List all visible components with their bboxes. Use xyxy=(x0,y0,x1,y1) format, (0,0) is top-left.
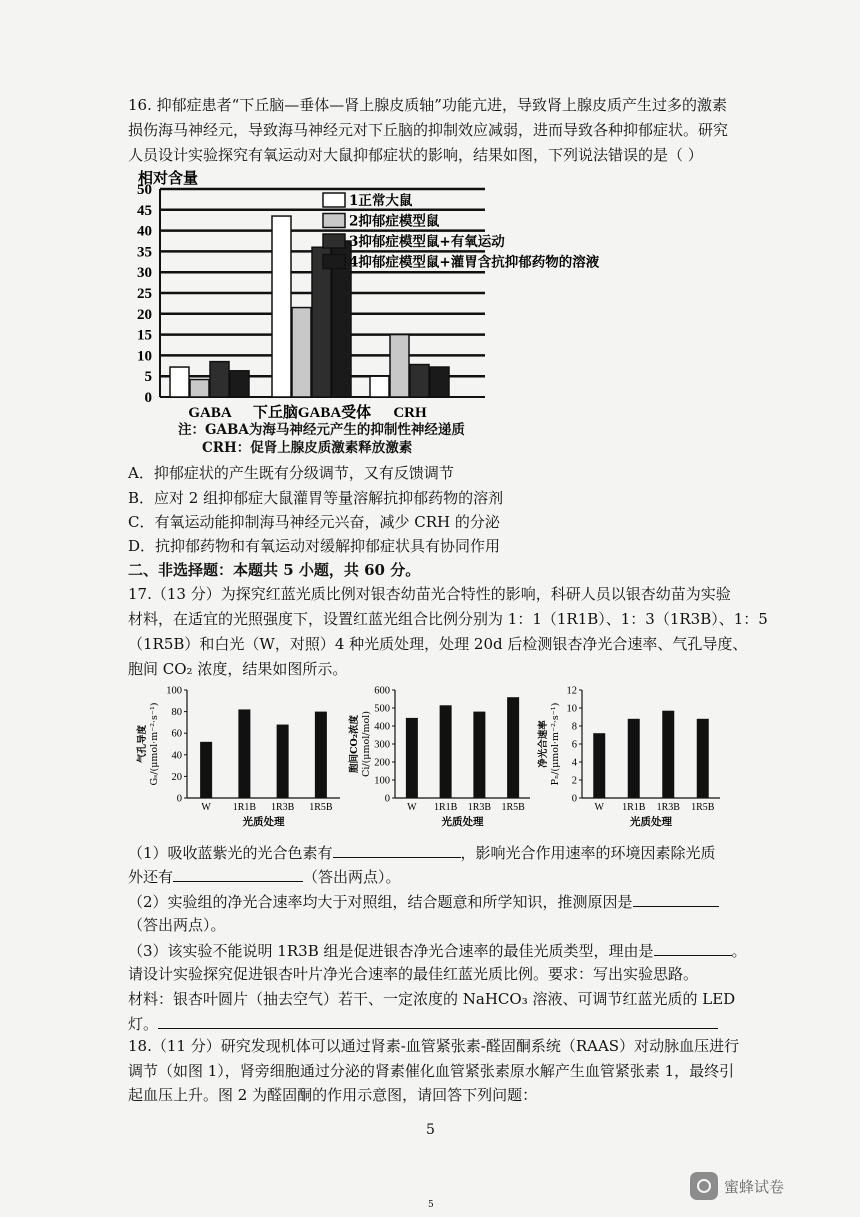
legend-label: 1正常大鼠 xyxy=(349,193,413,209)
y-tick-label: 25 xyxy=(137,286,152,302)
bar-3-3 xyxy=(410,365,429,397)
bar-3-4 xyxy=(430,367,449,397)
y-tick-label: 10 xyxy=(137,348,152,365)
x-tick-label: 1R5B xyxy=(309,802,333,813)
y-tick-label: 100 xyxy=(374,775,390,787)
y-tick-label: 2 xyxy=(571,775,577,787)
q17-sub2-line1: （2）实验组的净光合速率均大于对照组，结合题意和所学知识，推测原因是 xyxy=(128,890,719,913)
x-tick-label: 1R1B xyxy=(232,802,257,813)
y-tick-label: 30 xyxy=(137,265,152,282)
bar-1R5B xyxy=(697,719,709,798)
y-axis-label: Pₙ/(μmol·m⁻²·s⁻¹) xyxy=(550,702,561,786)
x-tick-label: CRH xyxy=(393,405,427,421)
x-tick-label: 1R1B xyxy=(622,802,646,813)
legend-swatch xyxy=(323,193,345,207)
q18-line-3: 起血压上升。图 2 为醛固酮的作用示意图，请回答下列问题： xyxy=(128,1086,538,1104)
option-c: C．有氧运动能抑制海马神经元兴奋，减少 CRH 的分泌 xyxy=(128,513,500,531)
chart-note-crh: CRH：促肾上腺皮质激素释放激素 xyxy=(202,440,413,456)
q16-line-2: 损伤海马神经元，导致海马神经元对下丘脑的抑制效应减弱，进而导致各种抑郁症状。研究 xyxy=(128,121,729,139)
y-tick-label: 400 xyxy=(374,721,390,733)
y-tick-label: 40 xyxy=(171,750,182,762)
y-tick-label: 100 xyxy=(166,685,182,697)
y-tick-label: 12 xyxy=(566,685,577,697)
y-axis-label-top: 气孔导度 xyxy=(137,724,148,764)
x-tick-label: 1R5B xyxy=(501,802,525,813)
q16-line-3: 人员设计实验探究有氧运动对大鼠抑郁症状的影响，结果如图，下列说法错误的是（ ） xyxy=(128,146,703,164)
x-axis-label: 光质处理 xyxy=(242,816,285,828)
bar-W xyxy=(200,742,212,798)
bar-1-2 xyxy=(190,380,209,397)
watermark xyxy=(690,1172,784,1200)
q17-sub3-line3: 材料：银杏叶圆片（抽去空气）若干、一定浓度的 NaHCO₃ 溶液、可调节红蓝光质的 LED xyxy=(128,990,736,1008)
option-a: A．抑郁症状的产生既有分级调节，又有反馈调节 xyxy=(128,464,454,482)
y-axis-label: Ci/(μmol/mol) xyxy=(361,711,372,777)
y-tick-label: 0 xyxy=(571,793,577,805)
bar-1R1B xyxy=(238,709,250,798)
page-number-small: 5 xyxy=(428,1200,434,1210)
bar-1R3B xyxy=(277,725,289,798)
bar-1-4 xyxy=(230,371,249,397)
watermark-logo-icon xyxy=(690,1172,718,1200)
y-tick-label: 15 xyxy=(137,327,152,344)
bar-1R5B xyxy=(315,712,327,798)
y-tick-label: 40 xyxy=(137,223,152,240)
y-axis-label-top: 净光合速率 xyxy=(538,720,549,768)
bar-2-1 xyxy=(272,216,291,397)
q18-line-1: 18.（11 分）研究发现机体可以通过肾素-血管紧张素-醛固酮系统（RAAS）对动脉血压进行 xyxy=(128,1037,740,1055)
y-tick-label: 200 xyxy=(374,757,390,769)
x-tick-label: 1R3B xyxy=(467,802,492,813)
bar-3-2 xyxy=(390,335,409,397)
y-tick-label: 5 xyxy=(144,369,152,386)
x-tick-label: W xyxy=(201,802,211,813)
q17-line-3: （1R5B）和白光（W，对照）4 种光质处理，处理 20d 后检测银杏净光合速率、气孔导度、 xyxy=(128,635,748,653)
x-tick-label: W xyxy=(407,802,417,813)
net-photosynthesis-chart xyxy=(540,680,725,830)
bar-1R1B xyxy=(628,719,640,798)
y-axis-label-top: 胞间CO₂浓度 xyxy=(349,715,360,773)
y-tick-label: 45 xyxy=(137,202,152,219)
q17-sub3-line4: 灯。 xyxy=(128,1012,718,1035)
y-tick-label: 0 xyxy=(144,390,152,406)
legend-swatch xyxy=(323,214,345,228)
stomatal-conductance-chart xyxy=(135,680,350,830)
bar-1-1 xyxy=(170,367,189,397)
x-tick-label: 1R5B xyxy=(691,802,715,813)
y-tick-label: 0 xyxy=(176,793,182,805)
page-number: 5 xyxy=(426,1122,435,1138)
bar-3-1 xyxy=(370,376,389,397)
intercellular-co2-chart xyxy=(345,680,535,830)
bar-W xyxy=(593,733,605,798)
q17-line-4: 胞间 CO₂ 浓度，结果如图所示。 xyxy=(128,660,348,678)
legend-swatch xyxy=(323,234,345,248)
x-tick-label: 下丘脑GABA受体 xyxy=(252,405,372,421)
q18-line-2: 调节（如图 1），肾旁细胞通过分泌的肾素催化血管紧张素原水解产生血管紧张素 1，最终引 xyxy=(128,1062,735,1080)
q17-sub1-line2: 外还有 （答出两点）。 xyxy=(128,865,401,888)
x-tick-label: W xyxy=(594,802,604,813)
option-b: B．应对 2 组抑郁症大鼠灌胃等量溶解抗抑郁药物的溶剂 xyxy=(128,489,504,507)
y-tick-label: 4 xyxy=(571,757,577,769)
y-tick-label: 20 xyxy=(171,771,182,783)
bar-1-3 xyxy=(210,362,229,397)
watermark-text: 蜜蜂试卷 xyxy=(724,1177,785,1196)
bar-1R3B xyxy=(662,711,674,798)
x-axis-label: 光质处理 xyxy=(630,816,672,828)
bar-1R3B xyxy=(473,712,485,798)
x-tick-label: 1R3B xyxy=(656,802,680,813)
q17-line-2: 材料，在适宜的光照强度下，设置红蓝光组合比例分别为 1：1（1R1B）、1：3（1R3B）、1：5 xyxy=(128,610,768,628)
bar-2-2 xyxy=(292,308,311,397)
q17-sub2-line2: （答出两点）。 xyxy=(128,916,226,934)
x-axis-label: 光质处理 xyxy=(441,816,484,828)
section-heading: 二、非选择题：本题共 5 小题，共 60 分。 xyxy=(128,561,421,579)
chart-note-gaba: 注：GABA为海马神经元产生的抑制性神经递质 xyxy=(178,422,465,438)
legend-label: 2抑郁症模型鼠 xyxy=(349,213,440,230)
q17-sub3-line1: （3）该实验不能说明 1R3B 组是促进银杏净光合速率的最佳光质类型，理由是 。 xyxy=(128,939,747,962)
y-tick-label: 50 xyxy=(137,182,152,198)
option-d: D．抗抑郁药物和有氧运动对缓解抑郁症状具有协同作用 xyxy=(128,537,501,555)
y-tick-label: 10 xyxy=(566,703,577,715)
q17-line-1: 17.（13 分）为探究红蓝光质比例对银杏幼苗光合特性的影响，科研人员以银杏幼苗为实验 xyxy=(128,585,731,603)
y-tick-label: 20 xyxy=(137,306,152,323)
q16-line-1: 16. 抑郁症患者“下丘脑—垂体—肾上腺皮质轴”功能亢进，导致肾上腺皮质产生过多的激素 xyxy=(128,96,727,114)
y-tick-label: 300 xyxy=(374,739,390,751)
x-tick-label: 1R1B xyxy=(433,802,458,813)
y-axis-label: Gₛ/(μmol·m⁻²·s⁻¹) xyxy=(149,702,160,786)
legend-swatch xyxy=(323,255,345,269)
y-tick-label: 60 xyxy=(171,728,182,740)
legend-label: 4抑郁症模型鼠+灌胃含抗抑郁药物的溶液 xyxy=(349,254,600,271)
bar-1R5B xyxy=(507,697,519,798)
y-tick-label: 6 xyxy=(571,739,577,751)
y-tick-label: 35 xyxy=(137,244,152,261)
q17-sub3-line2: 请设计实验探究促进银杏叶片净光合速率的最佳红蓝光质比例。要求：写出实验思路。 xyxy=(128,965,699,983)
y-tick-label: 0 xyxy=(384,793,390,805)
q17-sub1-line1: （1）吸收蓝紫光的光合色素有 ，影响光合作用速率的环境因素除光质 xyxy=(128,841,716,864)
bar-W xyxy=(406,718,418,798)
bar-1R1B xyxy=(440,705,452,798)
x-tick-label: 1R3B xyxy=(270,802,295,813)
y-axis-label: 相对含量 xyxy=(138,169,199,187)
y-tick-label: 80 xyxy=(171,707,182,719)
bar-2-3 xyxy=(312,247,331,397)
y-tick-label: 600 xyxy=(374,685,390,697)
x-tick-label: GABA xyxy=(188,405,232,421)
y-tick-label: 500 xyxy=(374,703,390,715)
legend-label: 3抑郁症模型鼠+有氧运动 xyxy=(349,234,505,250)
y-tick-label: 8 xyxy=(571,721,577,733)
